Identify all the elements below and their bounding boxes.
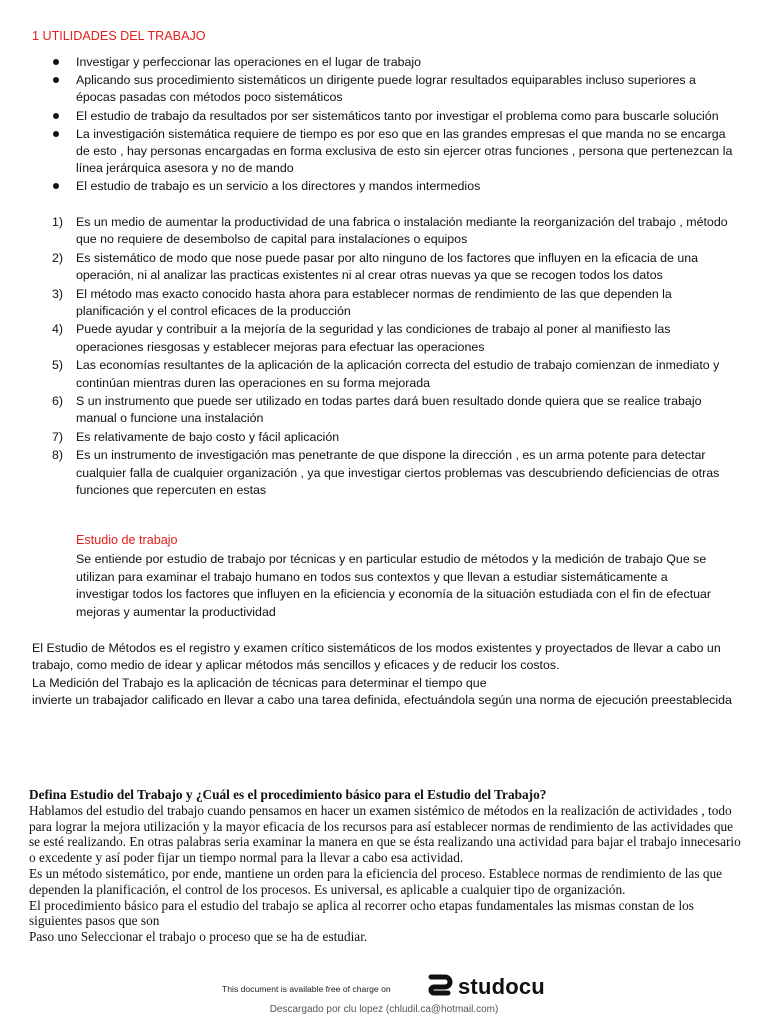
download-credit: Descargado por clu lopez (chludil.ca@hotmail.com) [269,1004,499,1015]
item-number: 4) [52,322,64,337]
list-item [52,214,736,249]
list-item: Aplicando sus procedimiento sistemáticos un dirigente puede lograr resultados equiparables incluso superiores a épocas pasadas con métodos poco sistemáticos [76,72,736,106]
question-paragraph: Hablamos del estudio del trabajo cuando pensamos en hacer un examen sistémico de métodos en la realización de actividades , todo para lograr la mejora utilización y la mayor eficacia de los recursos para así establecer normas de rendimiento de las actividades que se esté realizando. En otras palabras seria examinar la manera en que se ésta realizando una actividad para bajar el trabajo innecesario o excedente y así poder fijar un tiempo normal para la llevar a cabo esa actividad. [29,802,741,866]
list-item [52,321,736,356]
measurement-definition: La Medición del Trabajo es la aplicación de técnicas para determinar el tiempo que [32,675,487,690]
list-item: El estudio de trabajo da resultados por ser sistemáticos tanto por investigar el problema como para buscarle solución [76,108,736,125]
list-item [52,250,736,285]
item-text: Es relativamente de bajo costo y fácil aplicación [76,429,340,444]
list-item: El estudio de trabajo es un servicio a los directores y mandos intermedios [76,178,736,195]
section-heading: 1 UTILIDADES DEL TRABAJO [32,29,206,43]
item-text: Las economías resultantes de la aplicación de la aplicación correcta del estudio de trabajo comienzan de inmediato y continúan mientras duren las operaciones en su forma mejorada [76,358,720,390]
numbered-list [52,214,736,501]
item-text: Es sistemático de modo que nose puede pasar por alto ninguno de los factores que influyen en la eficacia de una operación, ni al analizar las practicas existentes ni al crear otras nuevas ya que se recogen todos los datos [76,250,699,283]
item-number: 3) [52,286,64,301]
item-number: 6) [52,394,64,409]
studocu-logo[interactable] [424,972,545,1002]
question-paragraph: Es un método sistemático, por ende, mantiene un orden para la eficiencia del proceso. Establece normas de rendimiento de las que dependen la planificación, el control de los procesos. Es universal, es aplicable a cualquier tipo de organización. [29,865,723,897]
methods-definition: El Estudio de Métodos es el registro y examen crítico sistemáticos de los modos existentes y proyectados de llevar a cabo un trabajo, como medio de idear y aplicar métodos más sencillos y eficaces y de reducir los costos. [32,641,721,673]
item-number: 5) [52,358,64,373]
question-paragraph: Paso uno Seleccionar el trabajo o proceso que se ha de estudiar. [29,929,368,945]
list-item [52,393,736,428]
methods-block [32,640,732,710]
item-text: S un instrumento que puede ser utilizado en todas partes dará buen resultado donde quiera que se realice trabajo manual o funcione una instalación [76,394,702,426]
list-item: La investigación sistemática requiere de tiempo es por eso que en las grandes empresas el que manda no se encarga de esto , hay personas encargadas en forma exclusiva de esto sin ejercer otras funciones , persona que pertenezcan la línea jerárquica asesora y no de mando [76,126,736,178]
item-text: El método mas exacto conocido hasta ahora para establecer normas de rendimiento de las que dependen la planificación y el control eficaces de la producción [76,286,672,319]
list-item [52,286,736,321]
item-text: Es un medio de aumentar la productividad de una fabrica o instalación mediante la reorganización del trabajo , método que no requiere de desembolso de capital para instalaciones o equipos [76,215,728,247]
question-paragraph: El procedimiento básico para el estudio del trabajo se aplica al recorrer ocho etapas fundamentales las mismas constan de los siguientes pasos que son [29,897,694,929]
measurement-continuation: invierte un trabajador calificado en llevar a cabo una tarea definida, efectuándola según una norma de ejecución preestablecida [32,693,732,708]
list-item [52,447,736,499]
item-number: 2) [52,250,64,265]
studocu-logo-icon [424,972,454,1002]
item-number: 1) [52,215,64,229]
item-number: 7) [52,429,64,444]
studocu-logo-text: studocu [458,974,545,999]
list-item [52,429,736,446]
estudio-paragraph: Se entiende por estudio de trabajo por técnicas y en particular estudio de métodos y la medición de trabajo Que se utilizan para examinar el trabajo humano en todos sus contextos y que llevan a estudiar sistemáticamente a investigar todos los factores que influyen en la eficiencia y economía de la situación estudiada con el fin de efectuar mejoras y aumentar la productividad [76,552,712,619]
item-text: Es un instrumento de investigación mas penetrante de que dispone la dirección , es un arma potente para detectar cualquier falla de cualquier organización , ya que investigar ciertos problemas vas descubriendo deficiencias de otras funciones que repercuten en estas [76,448,720,498]
question-title: Defina Estudio del Trabajo y ¿Cuál es el procedimiento básico para el Estudio del Trabajo? [29,787,547,802]
question-block [29,787,741,945]
estudio-heading: Estudio de trabajo [76,533,178,547]
item-number: 8) [52,448,64,463]
bullet-list [76,54,736,197]
availability-note: This document is available free of charge on [222,984,391,994]
item-text: Puede ayudar y contribuir a la mejoría de la seguridad y las condiciones de trabajo al poner al manifiesto las operaciones riesgosas y establecer mejoras para efectuar las operaciones [76,322,671,354]
list-item [52,357,736,392]
list-item: Investigar y perfeccionar las operaciones en el lugar de trabajo [76,54,736,71]
